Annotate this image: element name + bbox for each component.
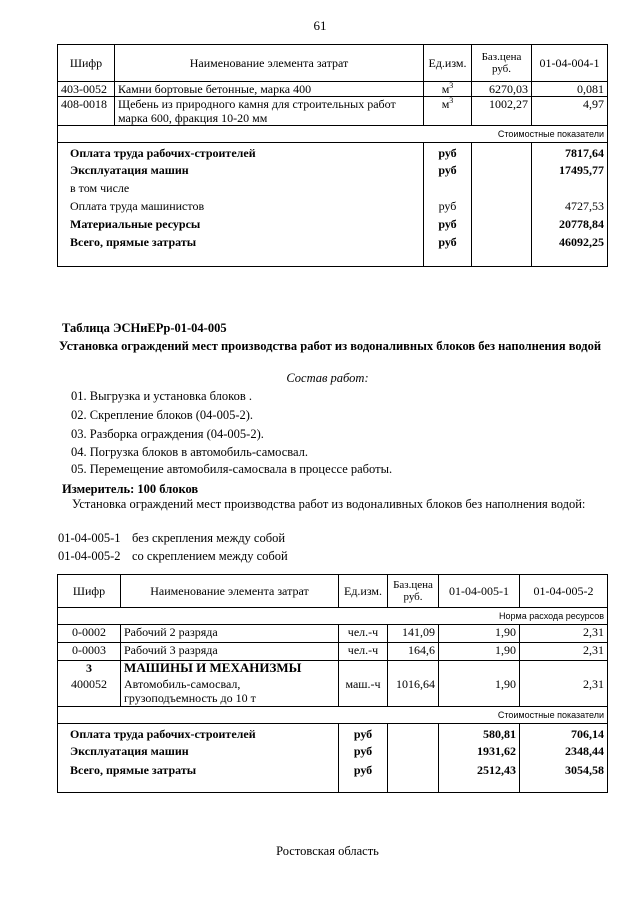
cost-value: 7817,64 [532,143,608,163]
header-unit: Ед.изм. [339,575,388,608]
table-row [58,625,608,643]
row-name: Рабочий 2 разряда [121,625,339,643]
table-row [58,82,608,97]
row-name: Камни бортовые бетонные, марка 400 [115,82,424,97]
row-value: 0,081 [532,82,608,97]
option-item: 01-04-005-1 без скрепления между собой [58,531,286,545]
row-price: 164,6 [388,643,439,661]
cost-unit: руб [339,763,388,793]
cost-name: в том числе [58,181,424,199]
cost-name: Всего, прямые затраты [58,763,339,793]
row-value-2: 2,31 [520,625,608,643]
cost-value-1: 580,81 [439,724,520,744]
row-code: 0-0003 [58,643,121,661]
row-value-1: 1,90 [439,643,520,661]
row-value-1: 1,90 [439,625,520,643]
section-heading: Установка ограждений мест производства работ из водоналивных блоков без наполнения водой [58,339,602,353]
meter-label: Измеритель: 100 блоков [62,482,199,496]
row-value: 4,97 [532,97,608,126]
row-unit: $м^3$ [424,82,472,97]
row-price: 1016,64 [388,677,439,707]
cost-name: Эксплуатация машин [58,163,424,181]
cost-value-1: 2512,43 [439,763,520,793]
cost-name: Всего, прямые затраты [58,235,424,267]
cost-value: 17495,77 [532,163,608,181]
work-item: 05. Перемещение автомобиля-самосвала в процессе работы. [71,462,393,476]
header-unit: Ед.изм. [424,45,472,82]
resource-table-1 [57,44,608,267]
header-code-col-1: 01-04-005-1 [439,575,520,608]
cost-value: 46092,25 [532,235,608,267]
page-number: 61 [313,18,327,33]
cost-value-2: 706,14 [520,724,608,744]
row-value-2: 2,31 [520,677,608,707]
work-item: 02. Скрепление блоков (04-005-2). [71,408,254,422]
group-name: МАШИНЫ И МЕХАНИЗМЫ [121,661,339,677]
footer-region: Ростовская область [276,844,379,858]
cost-unit: руб [424,217,472,235]
row-code: 400052 [58,677,121,707]
meter-description: Установка ограждений мест производства работ из водоналивных блоков без наполнения водой: [72,497,586,511]
table-row [58,677,608,707]
cost-unit: руб [424,199,472,217]
section-label: Стоимостные показатели [58,126,608,143]
row-code: 408-0018 [58,97,115,126]
section-label: Стоимостные показатели [58,707,608,724]
cost-value: 20778,84 [532,217,608,235]
resource-table-2 [57,574,608,793]
cost-name: Материальные ресурсы [58,217,424,235]
group-row [58,661,608,677]
row-unit: чел.-ч [339,625,388,643]
cost-name: Оплата труда рабочих-строителей [58,143,424,163]
row-price: 141,09 [388,625,439,643]
cost-value-2: 2348,44 [520,744,608,763]
cost-unit: руб [339,744,388,763]
row-code: 0-0002 [58,625,121,643]
work-item: 01. Выгрузка и установка блоков . [71,389,252,403]
row-value-1: 1,90 [439,677,520,707]
header-code: Шифр [58,45,115,82]
norm-label: Норма расхода ресурсов [58,608,608,625]
cost-name: Оплата труда машинистов [58,199,424,217]
option-item: 01-04-005-2 со скреплением между собой [58,549,288,563]
header-price: Баз.цена руб. [472,45,532,82]
group-code: 3 [58,661,121,677]
row-code: 403-0052 [58,82,115,97]
table-row [58,97,608,126]
composition-title: Состав работ: [286,371,369,385]
row-name: Рабочий 3 разряда [121,643,339,661]
header-code: Шифр [58,575,121,608]
work-item: 04. Погрузка блоков в автомобиль-самосвал. [71,445,309,459]
row-unit: $м^3$ [424,97,472,126]
row-unit: маш.-ч [339,677,388,707]
cost-unit: руб [424,143,472,163]
table-row [58,643,608,661]
row-name: Автомобиль-самосвал, грузоподъемность до 10 т [121,677,339,707]
row-name: Щебень из природного камня для строительных работ марка 600, фракция 10-20 мм [115,97,424,126]
header-code-col: 01-04-004-1 [532,45,608,82]
cost-unit: руб [424,235,472,267]
cost-name: Оплата труда рабочих-строителей [58,724,339,744]
cost-value-1: 1931,62 [439,744,520,763]
cost-value-2: 3054,58 [520,763,608,793]
header-name: Наименование элемента затрат [121,575,339,608]
work-item: 03. Разборка ограждения (04-005-2). [71,427,264,441]
table-title: Таблица ЭСНиЕРр-01-04-005 [62,321,227,335]
header-name: Наименование элемента затрат [115,45,424,82]
cost-value: 4727,53 [532,199,608,217]
header-price: Баз.цена руб. [388,575,439,608]
cost-unit: руб [424,163,472,181]
cost-unit: руб [339,724,388,744]
row-price: 6270,03 [472,82,532,97]
row-unit: чел.-ч [339,643,388,661]
row-price: 1002,27 [472,97,532,126]
cost-name: Эксплуатация машин [58,744,339,763]
row-value-2: 2,31 [520,643,608,661]
header-code-col-2: 01-04-005-2 [520,575,608,608]
